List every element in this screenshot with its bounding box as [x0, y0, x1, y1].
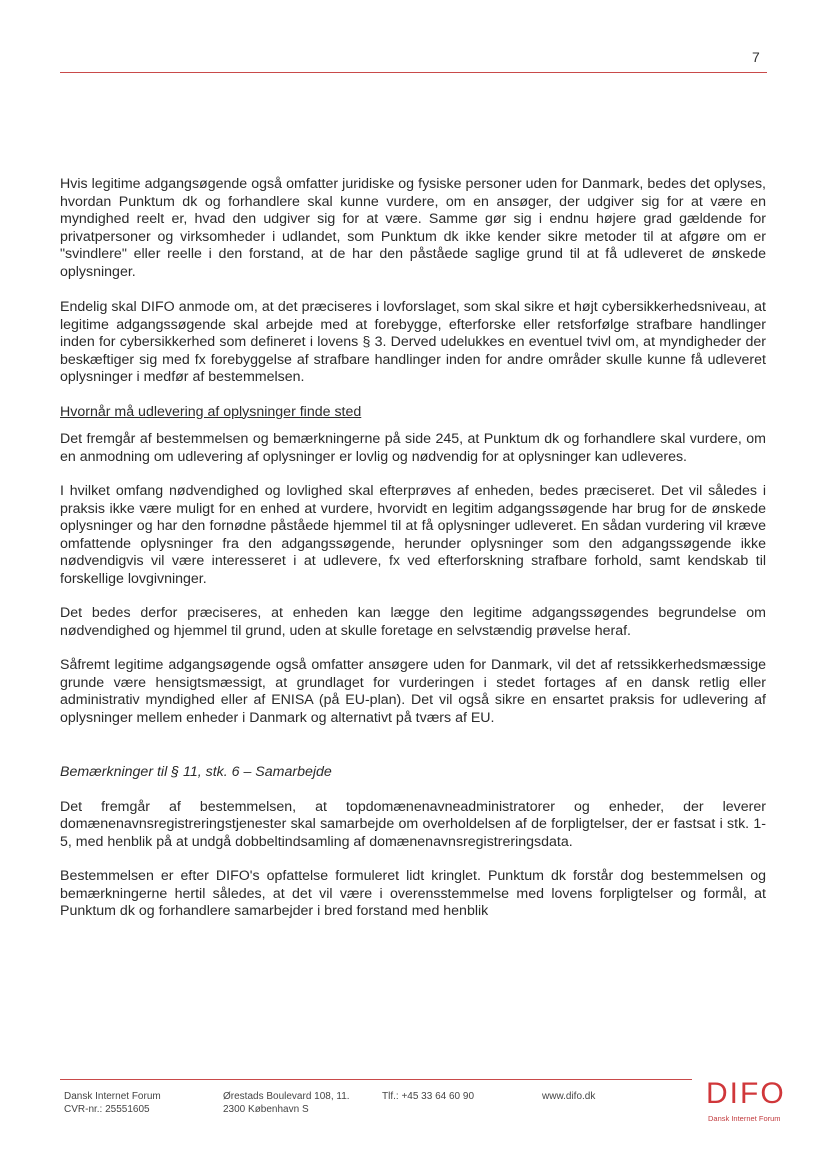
- paragraph: Bestemmelsen er efter DIFO's opfattelse formuleret lidt kringlet. Punktum dk forstår dog bestemmelsen og bemærkningerne hertil således, at det vil være i overensstemmelse med lovens forpligtelser og formål, at Punktum dk og forhandlere samarbejder i bred forstand med henblik: [60, 868, 766, 919]
- footer-address-line2: 2300 København S: [223, 1104, 309, 1115]
- section-heading-udlevering: Hvornår må udlevering af oplysninger finde sted: [60, 403, 362, 420]
- paragraph: Såfremt legitime adgangsøgende også omfatter ansøgere uden for Danmark, vil det af retssikkerhedsmæssige grunde være hensigtsmæssigt, at grundlaget for vurderingen i stedet fortages af en dansk retlig eller administrativ myndighed eller af ENISA (på EU-plan). Det vil også sikre en ensartet praksis for udlevering af oplysninger mellem enheder i Danmark og alternativt på tværs af EU.: [60, 657, 766, 726]
- footer-divider: [60, 1079, 692, 1080]
- header-divider: [60, 72, 767, 73]
- footer-address-line1: Ørestads Boulevard 108, 11.: [223, 1091, 350, 1102]
- logo-subtitle: Dansk Internet Forum: [708, 1114, 781, 1123]
- document-body: [60, 176, 766, 921]
- footer-org-name: Dansk Internet Forum: [64, 1091, 161, 1102]
- footer-cvr: CVR-nr.: 25551605: [64, 1104, 150, 1115]
- paragraph: Det fremgår af bestemmelsen og bemærkningerne på side 245, at Punktum dk og forhandlere skal vurdere, om en anmodning om udlevering af oplysninger er lovlig og nødvendig for at oplysninger kan udleveres.: [60, 431, 766, 465]
- footer-phone: Tlf.: +45 33 64 60 90: [382, 1091, 475, 1102]
- paragraph: I hvilket omfang nødvendighed og lovlighed skal efterprøves af enheden, bedes præciseret. Det vil således i praksis ikke være muligt for en enhed at vurdere, hvorvidt en legitim adgangssøgende har brug for de ønskede oplysninger og har den fornødne påståede hjemmel til at få oplysninger udleveret. En sådan vurdering vil kræve omfattende oplysninger fra den adgangssøgende, herunder oplysninger som den adgangssøgende ikke nødvendigvis vil være interesseret i at udlevere, fx ved efterforskning strafbare forhold, samt kendskab til forskellige lovgivninger.: [60, 483, 766, 587]
- footer: [64, 1090, 804, 1130]
- logo-mark: DIFO: [706, 1077, 786, 1110]
- paragraph: Det fremgår af bestemmelsen, at topdomænenavneadministratorer og enheder, der leverer domænenavnsregistreringstjenester skal samarbejde om overholdelsen af de forpligtelser, der er fastsat i stk. 1-5, med henblik på at undgå dobbeltindsamling af domænenavnsregistreringsdata.: [60, 798, 766, 850]
- footer-address: [223, 1090, 350, 1116]
- paragraph: Endelig skal DIFO anmode om, at det præciseres i lovforslaget, som skal sikre et højt cybersikkerhedsniveau, at legitime adgangssøgende skal arbejde med at forebygge, efterforske eller retsforfølge strafbare handlinger inden for cybersikkerhed som defineret i lovens § 3. Derved udelukkes en eventuel tvivl om, at myndigheder der beskæftiger sig med fx forebyggelse af strafbare handlinger inden for andre områder skulle kunne få udleveret oplysninger i medfør af bestemmelsen.: [60, 299, 766, 385]
- paragraph: Hvis legitime adgangsøgende også omfatter juridiske og fysiske personer uden for Danmark, bedes det oplyses, hvordan Punktum dk og forhandlere skal kunne vurdere, om en ansøger, der udgiver sig for at være en myndighed reelt er, hvad den udgiver sig for at være. Samme gør sig i endnu højere grad gældende for privatpersoner og virksomheder i udlandet, som Punktum dk ikke kender sikre metoder til at afgøre om er "svindlere" eller reelle i den forstand, at de har den påståede saglige grund til at få udleveret de ønskede oplysninger.: [60, 176, 766, 280]
- page-number: 7: [752, 49, 760, 65]
- paragraph: Det bedes derfor præciseres, at enheden kan lægge den legitime adgangssøgendes begrundelse om nødvendighed og hjemmel til grund, uden at skulle foretage en selvstændig prøvelse heraf.: [60, 605, 766, 639]
- footer-org: [64, 1090, 161, 1116]
- difo-logo: [706, 1077, 794, 1127]
- section-heading-samarbejde: Bemærkninger til § 11, stk. 6 – Samarbejde: [60, 764, 332, 780]
- footer-website-link[interactable]: www.difo.dk: [542, 1091, 596, 1102]
